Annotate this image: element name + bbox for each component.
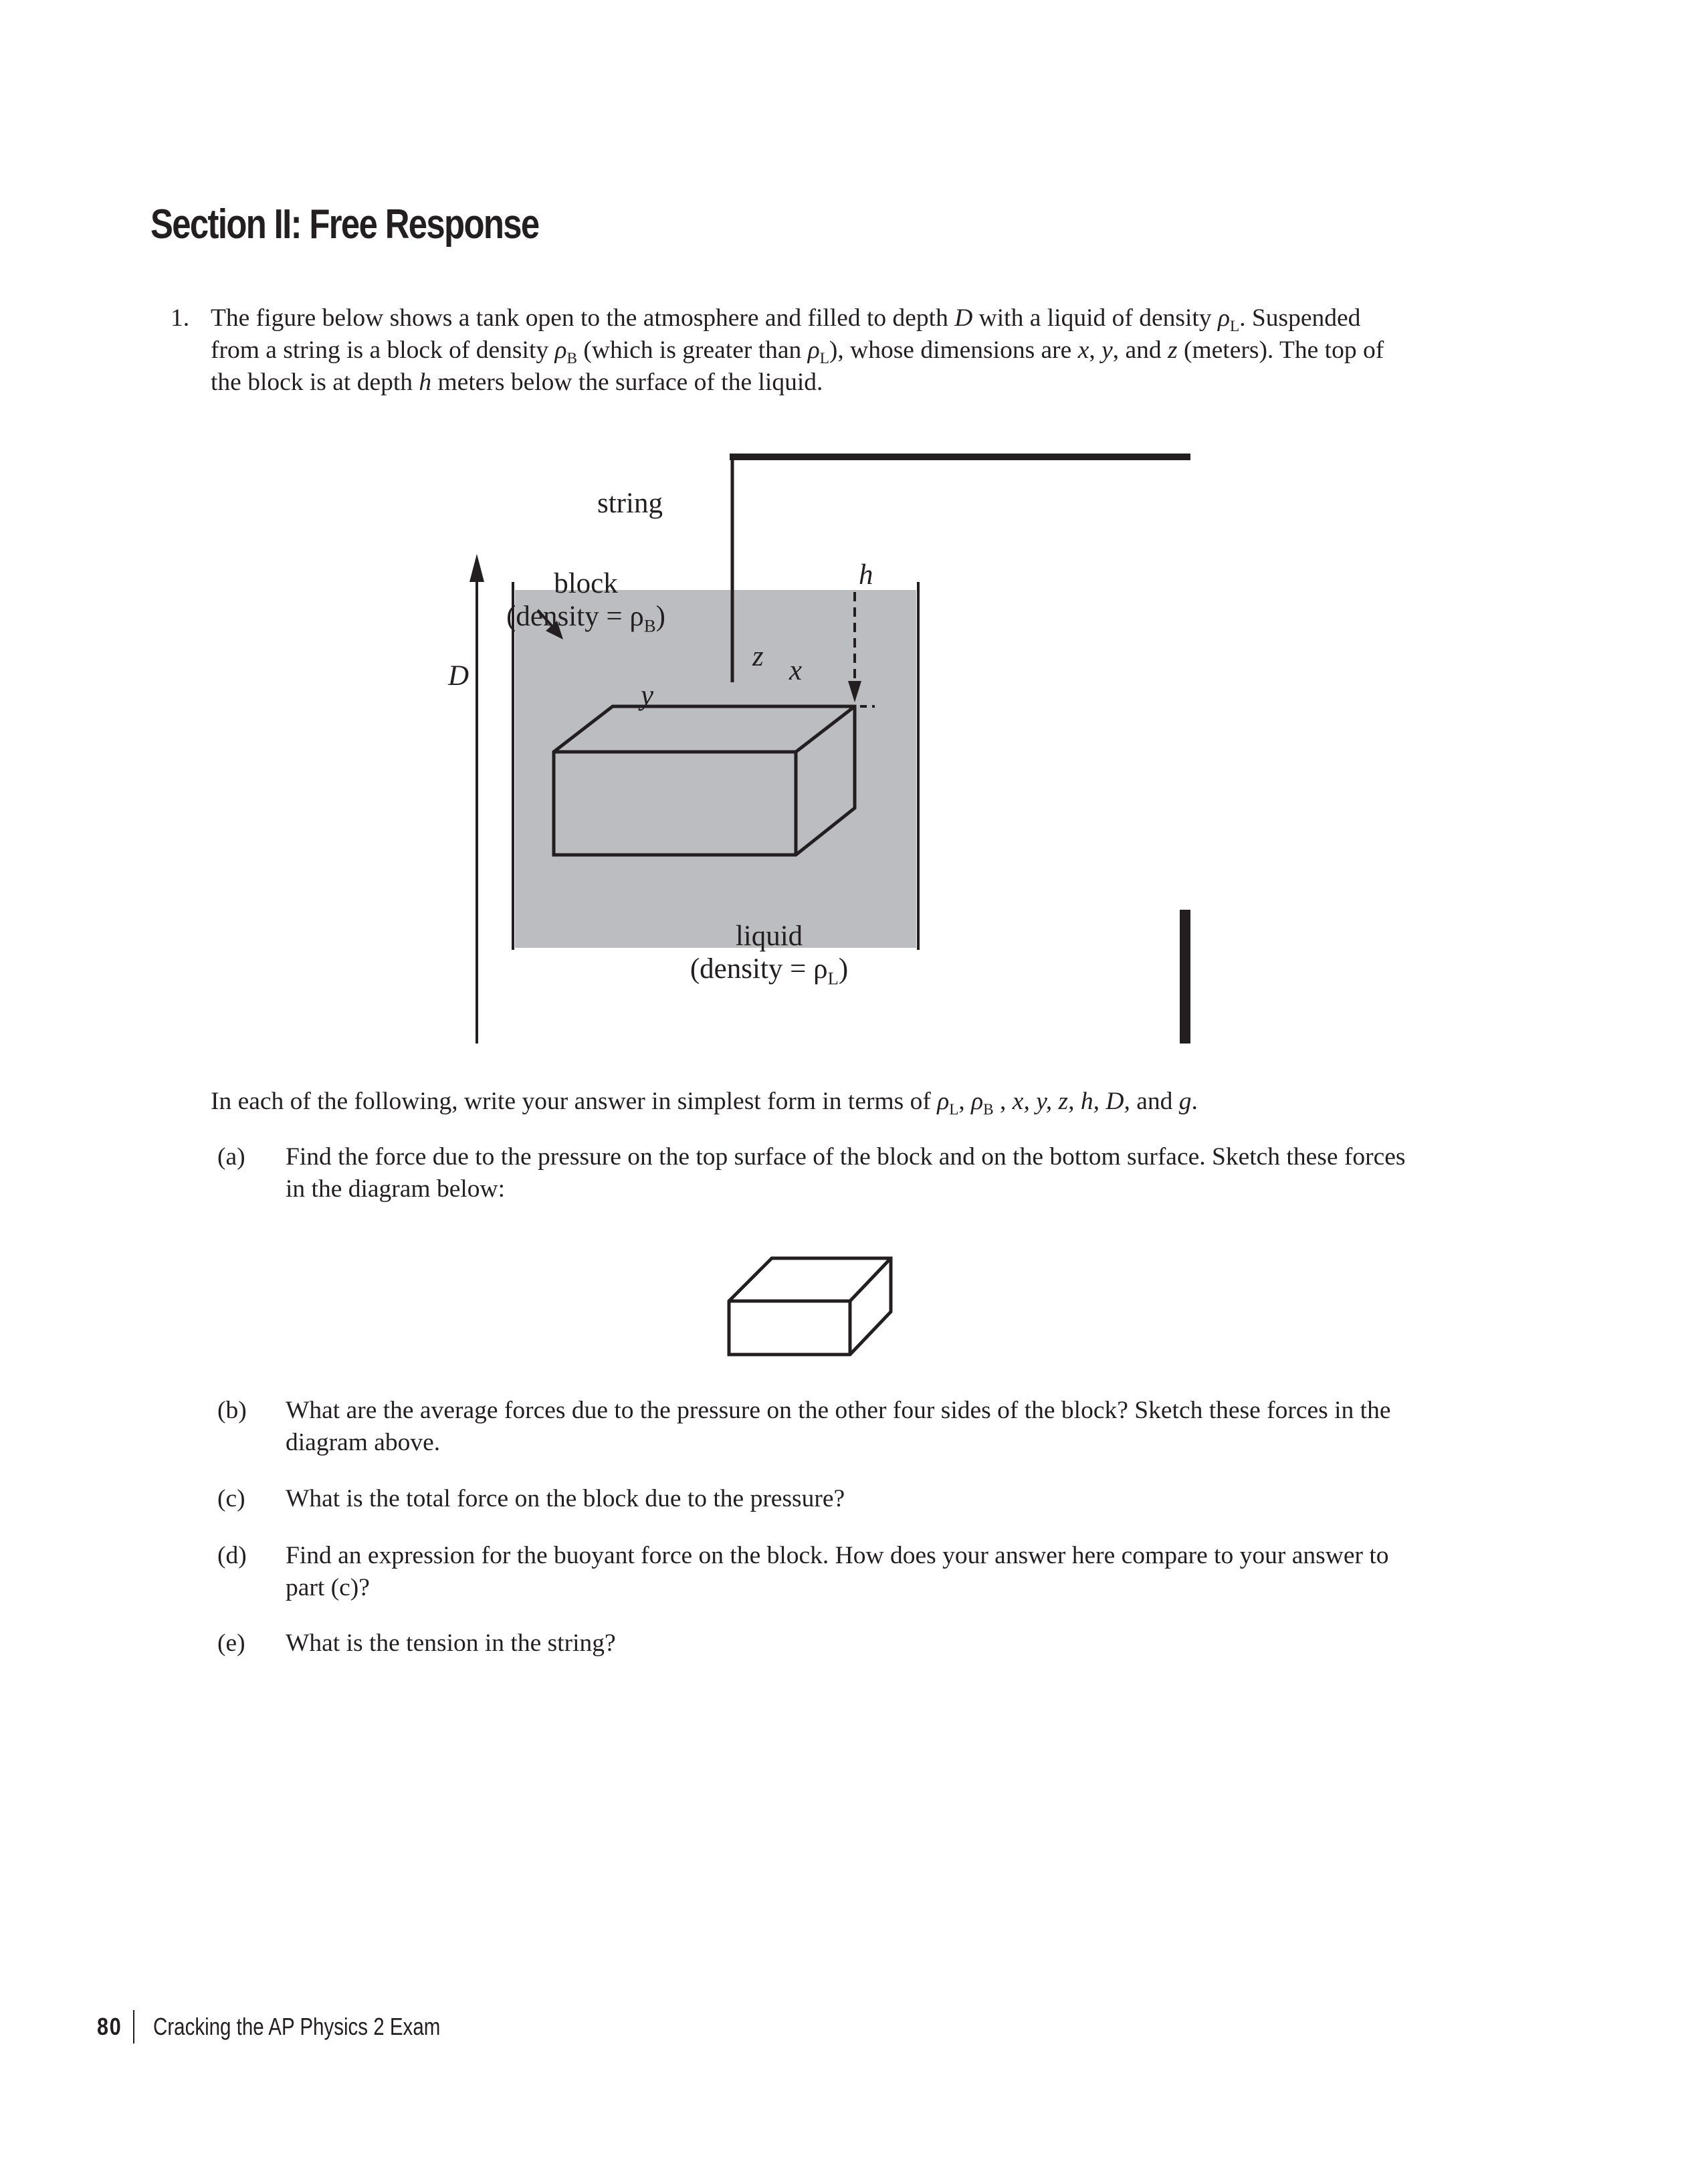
part-e-text: What is the tension in the string? (286, 1629, 616, 1657)
question-number: 1. (171, 304, 190, 332)
question-prompt (211, 302, 1481, 399)
support-beam-top (730, 454, 1190, 460)
string-label: string (597, 488, 663, 519)
sketch-block-diagram (719, 1248, 893, 1368)
part-c-text: What is the total force on the block due to the pressure? (286, 1485, 845, 1512)
support-base (1180, 910, 1190, 1044)
part-d-label: (d) (217, 1542, 247, 1569)
footer-divider (133, 2010, 134, 2044)
part-b-label: (b) (217, 1397, 247, 1424)
instructions: In each of the following, write your answer in simplest form in terms of $\rho_L$, $\rho_B$ , x, y, z, h, D, and g. (211, 1088, 1198, 1119)
z-label: z (752, 641, 764, 672)
y-label: y (641, 680, 654, 711)
part-b-text: What are the average forces due to the pressure on the other four sides of the block? Sketch these forces in the diagram above. (286, 1397, 1391, 1456)
page-number: 80 (97, 2013, 122, 2040)
h-label: h (859, 559, 873, 591)
question-line-3: the block is at depth h meters below the surface of the liquid. (211, 369, 823, 396)
part-c-label: (c) (217, 1485, 245, 1512)
block-label: block (density = $\rho_B$) (506, 568, 665, 636)
part-a-label: (a) (217, 1143, 245, 1171)
depth-label: D (448, 660, 469, 692)
tank-diagram (448, 441, 1190, 1044)
part-d-text: Find an expression for the buoyant force on the block. How does your answer here compare to your answer to part (c)? (286, 1542, 1389, 1601)
depth-arrow-up (469, 554, 484, 582)
page-footer (97, 2010, 504, 2044)
liquid-label: liquid (density = $\rho_L$) (690, 920, 849, 989)
section-title: Section II: Free Response (150, 201, 539, 247)
part-e-label: (e) (217, 1629, 245, 1657)
question-line-1: The figure below shows a tank open to the atmosphere and filled to depth D with a liquid of density $\rho_L$. Suspended (211, 304, 1361, 336)
x-label: x (789, 655, 803, 686)
question-line-2: from a string is a block of density $\rho_B$ (which is greater than $\rho_L$), whose dimensions are x, y, and z (meters). The top of (211, 336, 1384, 368)
part-a-text: Find the force due to the pressure on the top surface of the block and on the bottom surface. Sketch these forces in the diagram below: (286, 1143, 1406, 1203)
book-title: Cracking the AP Physics 2 Exam (153, 2013, 441, 2040)
